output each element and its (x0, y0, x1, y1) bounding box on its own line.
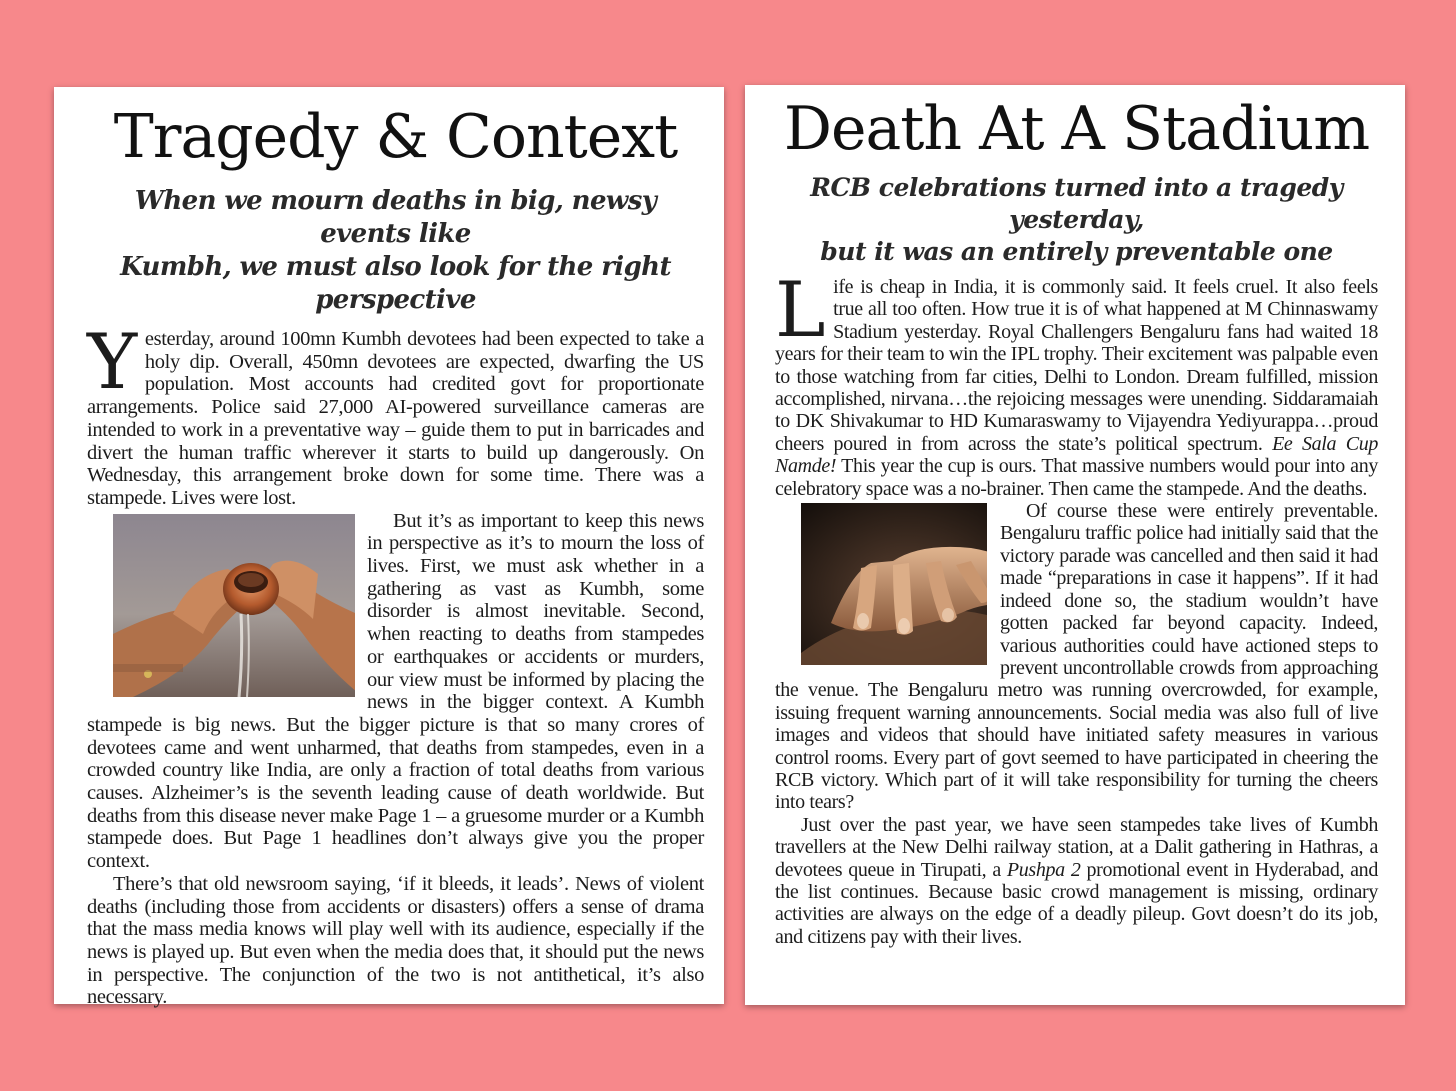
headline: Death At A Stadium (783, 94, 1370, 164)
standfirst-line: Kumbh, we must also look for the right perspective (120, 252, 671, 315)
italic-phrase: Ee Sala Cup Namde! (775, 432, 1379, 478)
lifeless-hand-photo (775, 503, 987, 665)
kumbh-water-pot-photo (87, 514, 355, 697)
standfirst-line: RCB celebrations turned into a tragedy yesterday, (810, 173, 1343, 234)
editorial-death-at-a-stadium (745, 85, 1405, 1005)
italic-phrase: Pushpa 2 (1006, 858, 1081, 881)
standfirst-line: but it was an entirely preventable one (820, 237, 1333, 266)
article-body (87, 317, 704, 1009)
paragraph (775, 265, 1379, 500)
paragraph-text: Just over the past year, we have seen stampedes take lives of Kumbh travellers at the New Delhi railway station, at a Dalit gathering in Hathras, a devotees queue in Tirupati, a (775, 813, 1378, 881)
standfirst (87, 185, 704, 317)
paragraph-text: This year the cup is ours. That massive numbers would pour into any celebratory space was a no-brainer. Then came the stampede. And the deaths. (775, 455, 1378, 500)
drop-cap: Y (87, 317, 137, 406)
headline: Tragedy & Context (113, 102, 678, 172)
article-body (775, 265, 1379, 948)
paragraph-text: esterday, around 100mn Kumbh devotees had been expected to take a holy dip. Overall, 450mn devotees are expected, dwarfing the US population. Most accounts had credited govt for proportionate arrangements. Police said 27,000 AI-powered surveillance cameras are intended to work in a preventative way – guide them to put in barricades and divert the human traffic wherever it starts to build up dangerously. On Wednesday, this arrangement broke down for some time. There was a stampede. Lives were lost. (87, 328, 704, 509)
paragraph-text: But it’s as important to keep this news in perspective as it’s to mourn the loss of lives. First, we must ask whether in a gathering as vast as Kumbh, some disorder is almost inevitable. Second, when reacting to deaths from stampedes or earthquakes or accidents or murders, our view must be informed by placing the news in the bigger context. A Kumbh stampede is big news. But the bigger picture is that so many crores of devotees came and went unharmed, that deaths from stampedes, even in a crowded country like India, are only a fraction of total deaths from various causes. Alzheimer’s is the seventh leading cause of death worldwide. But deaths from this disease never make Page 1 – a gruesome murder or a Kumbh stampede does. But Page 1 headlines don’t always give you the proper context. (87, 509, 704, 873)
paragraph-text: Of course these were entirely preventable. Bengaluru traffic police had initially said that the victory parade was cancelled and then said it had made “preparations in case it happens”. If it had indeed done so, the stadium wouldn’t have gotten packed far beyond capacity. Indeed, various authorities could have actioned steps to prevent uncontrollable crowds from approaching the venue. The Bengaluru metro was running overcrowded, for example, issuing frequent warning announcements. Social media was also full of live images and videos that should have initiated safety measures in various control rooms. Every part of govt seemed to have participated in cheering the RCB victory. Which part of it will take responsibility for turning the cheers into tears? (775, 500, 1378, 814)
paragraph-text: ife is cheap in India, it is commonly said. It feels cruel. It also feels true all too often. How true it is of what happened at M Chinnaswamy Stadium yesterday. Royal Challengers Bengaluru fans had waited 18 years for their team to win the IPL trophy. Their excitement was palpable even to those watching from far cities, Delhi to London. Dream fulfilled, mission accomplished, nirvana…the rejoicing messages were unending. Siddaramaiah to DK Shivakumar to HD Kumaraswamy to Vijayendra Yediyurappa…proud cheers poured in from across the state’s political spectrum. (775, 276, 1378, 455)
paragraph: There’s that old newsroom saying, ‘if it bleeds, it leads’. News of violent deaths (including those from accidents or disasters) offers a sense of drama that the mass media knows will play well with its audience, especially if the news is played up. But even when the media does that, it should put the news in perspective. The conjunction of the two is not antithetical, it’s also necessary. (87, 872, 704, 1009)
editorial-tragedy-and-context (54, 87, 724, 1009)
paragraph (775, 500, 1378, 814)
standfirst (775, 172, 1378, 268)
drop-cap: L (775, 265, 826, 354)
paragraph (87, 317, 704, 510)
paragraph (87, 510, 704, 873)
paragraph (775, 814, 1378, 948)
standfirst-line: When we mourn deaths in big, newsy events like (134, 186, 657, 249)
paragraph-text: promotional event in Hyderabad, and the list continues. Because basic crowd management is missing, ordinary activities are always on the edge of a deadly pileup. Govt doesn’t do its job, and citizens pay with their lives. (775, 858, 1378, 948)
